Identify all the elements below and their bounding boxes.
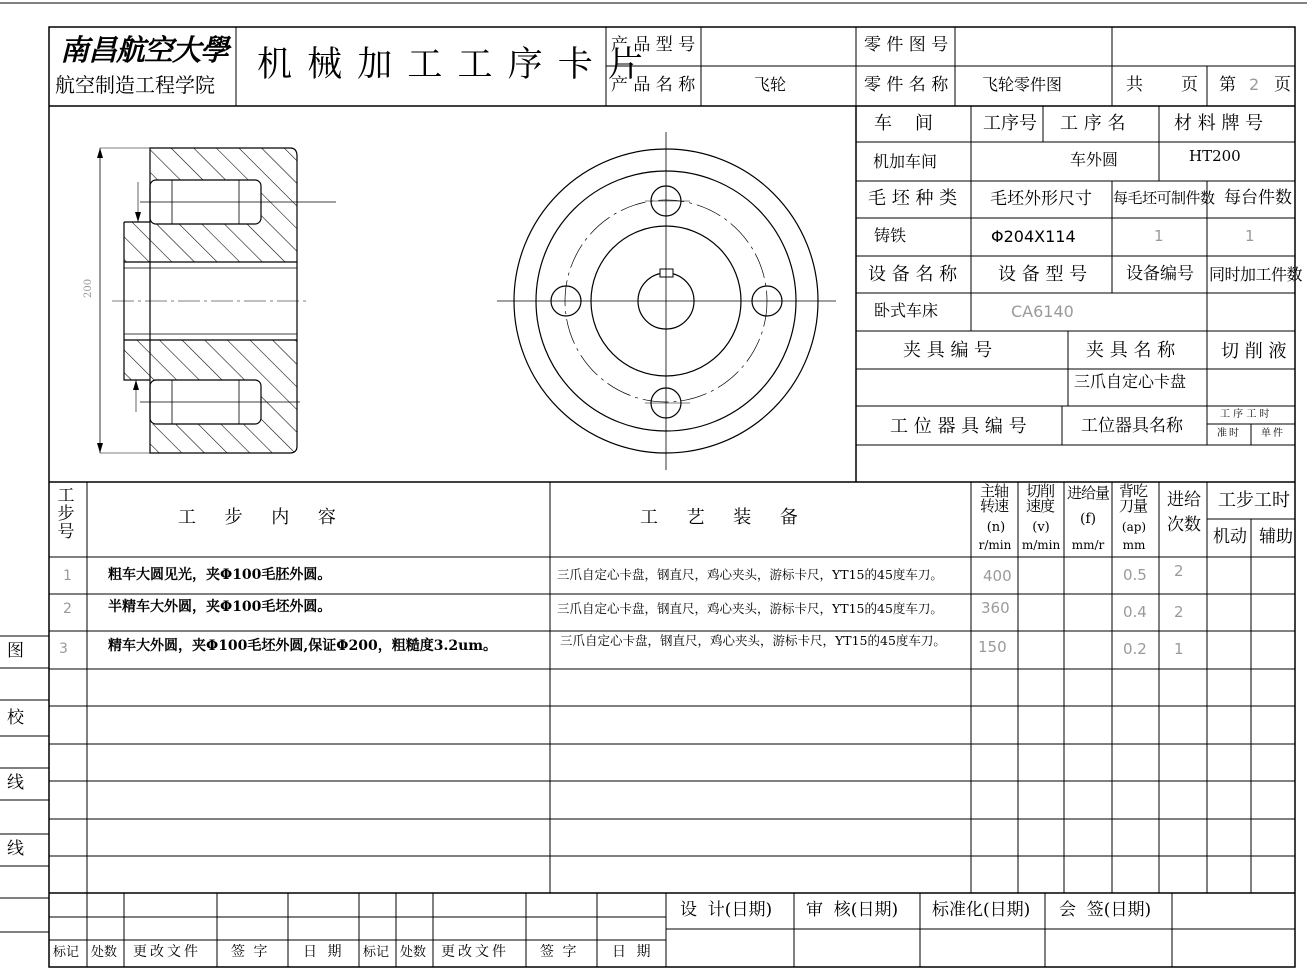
step-no: 1 [63, 568, 72, 584]
blank-size-value: Φ204X114 [991, 227, 1076, 246]
page-number: 2 [1249, 75, 1260, 94]
process-name-value: 车外圆 [1070, 150, 1119, 169]
pages-unit: 页 [1181, 75, 1198, 95]
step-content-header: 工 步 内 容 [178, 507, 336, 528]
workshop-label: 车 间 [874, 113, 933, 134]
college-name: 航空制造工程学院 [55, 73, 215, 97]
count-label: 处数 [91, 945, 118, 960]
per-blank-value: 1 [1154, 227, 1164, 245]
step-spindle: 400 [983, 567, 1012, 585]
step-equipment: 三爪自定心卡盘，钢直尺，鸡心夹头，游标卡尺，YT15的45度车刀。 [560, 633, 946, 648]
step-equipment: 三爪自定心卡盘，钢直尺，鸡心夹头，游标卡尺，YT15的45度车刀。 [557, 601, 943, 616]
card-title: 机 械 加 工 工 序 卡 片 [257, 45, 645, 85]
end-view [497, 132, 836, 470]
signature-label: 签 字 [540, 944, 579, 960]
step-time-header: 工步工时 [1218, 490, 1290, 511]
step-depth: 0.4 [1123, 603, 1147, 621]
spindle-sym: (n) [986, 520, 1006, 535]
station-name-label: 工位器具名称 [1081, 416, 1183, 436]
fixture-no-label: 夹 具 编 号 [903, 340, 993, 361]
signature-label: 签 字 [231, 944, 270, 960]
step-passes: 1 [1174, 640, 1184, 658]
machine-time-header: 机动 [1213, 527, 1247, 547]
page-unit: 页 [1274, 75, 1291, 95]
count-label: 处数 [400, 945, 427, 960]
step-content: 半精车大外圆，夹Φ100毛坯外圆。 [108, 599, 332, 615]
equip-model-label: 设 备 型 号 [998, 264, 1088, 285]
step-depth: 0.2 [1123, 640, 1147, 658]
step-spindle: 150 [978, 638, 1007, 656]
product-name-value: 飞轮 [754, 75, 787, 94]
equip-name-value: 卧式车床 [874, 301, 939, 320]
step-depth: 0.5 [1123, 566, 1147, 584]
spindle-unit: r/min [978, 538, 1012, 552]
equip-name-label: 设 备 名 称 [868, 264, 958, 285]
equip-model-value: CA6140 [1011, 302, 1074, 321]
time-label: 工 序 工 时 [1220, 409, 1270, 420]
feed-header: 进给量 [1066, 484, 1109, 502]
change-doc-label: 更改文件 [133, 944, 201, 960]
time-unit-label: 单件 [1261, 428, 1285, 439]
step-no: 2 [63, 601, 72, 617]
part-name-value: 飞轮零件图 [982, 75, 1063, 94]
equip-no-label: 设备编号 [1126, 264, 1194, 284]
university-logo: 南昌航空大學 [60, 33, 229, 67]
review-label: 审 核(日期) [806, 900, 899, 920]
process-name-label: 工 序 名 [1060, 113, 1126, 134]
sign-label: 会 签(日期) [1059, 900, 1152, 920]
page-label: 第 [1219, 75, 1236, 95]
change-doc-label: 更改文件 [441, 944, 509, 960]
cut-speed-header: 切削速度 [1025, 482, 1054, 515]
fixture-name-value: 三爪自定心卡盘 [1074, 372, 1187, 391]
process-no-label: 工序号 [983, 113, 1037, 134]
passes-header: 进给次数 [1167, 490, 1201, 535]
section-view [97, 148, 336, 453]
dimension-label: 200 [83, 278, 94, 298]
step-no-header: 工步号 [57, 486, 75, 542]
part-name-label: 零 件 名 称 [864, 75, 949, 95]
mark-label: 标记 [53, 945, 80, 960]
date-label: 日 期 [612, 944, 654, 960]
product-model-label: 产 品 型 号 [611, 35, 696, 55]
feed-unit: mm/r [1071, 538, 1105, 552]
design-label: 设 计(日期) [680, 900, 773, 920]
coolant-label: 切 削 液 [1221, 341, 1287, 362]
margin-label: 图 [7, 641, 24, 661]
depth-sym: (ap) [1121, 520, 1147, 534]
material-label: 材 料 牌 号 [1174, 113, 1264, 134]
step-content: 精车大外圆，夹Φ100毛坯外圆,保证Φ200，粗糙度3.2um。 [108, 638, 498, 654]
aux-time-header: 辅助 [1259, 527, 1293, 547]
blank-type-label: 毛 坯 种 类 [868, 188, 958, 209]
step-passes: 2 [1174, 603, 1184, 621]
blank-type-value: 铸铁 [874, 226, 907, 245]
depth-unit: mm [1122, 538, 1146, 552]
standard-label: 标准化(日期) [932, 900, 1031, 920]
equipment-header: 工 艺 装 备 [640, 507, 798, 528]
time-prep-label: 准时 [1217, 428, 1241, 439]
step-passes: 2 [1174, 562, 1184, 580]
material-value: HT200 [1189, 147, 1241, 165]
spindle-header: 主轴转速 [979, 482, 1008, 515]
product-name-label: 产 品 名 称 [611, 75, 696, 95]
blank-size-label: 毛坯外形尺寸 [990, 189, 1092, 209]
workshop-value: 机加车间 [873, 152, 938, 171]
date-label: 日 期 [303, 944, 345, 960]
per-blank-label: 每毛坯可制件数 [1113, 189, 1215, 207]
step-spindle: 360 [981, 599, 1010, 617]
fixture-name-label: 夹 具 名 称 [1086, 340, 1176, 361]
step-no: 3 [59, 641, 68, 657]
step-equipment: 三爪自定心卡盘，钢直尺，鸡心夹头，游标卡尺，YT15的45度车刀。 [557, 567, 943, 582]
total-label: 共 [1126, 75, 1143, 95]
margin-label: 线 [7, 839, 24, 859]
depth-header: 背吃刀量 [1118, 482, 1147, 515]
margin-label: 线 [7, 773, 24, 793]
station-no-label: 工 位 器 具 编 号 [890, 416, 1027, 437]
simul-label: 同时加工件数 [1209, 265, 1303, 284]
mark-label: 标记 [363, 945, 390, 960]
step-content: 粗车大圆见光，夹Φ100毛胚外圆。 [108, 567, 332, 583]
feed-sym: (f) [1079, 511, 1097, 527]
part-drawing-no-label: 零 件 图 号 [864, 35, 949, 55]
margin-label: 校 [7, 708, 24, 728]
cut-speed-sym: (v) [1032, 520, 1050, 535]
cut-speed-unit: m/min [1021, 538, 1061, 552]
per-machine-label: 每台件数 [1224, 188, 1292, 208]
per-machine-value: 1 [1245, 227, 1255, 245]
